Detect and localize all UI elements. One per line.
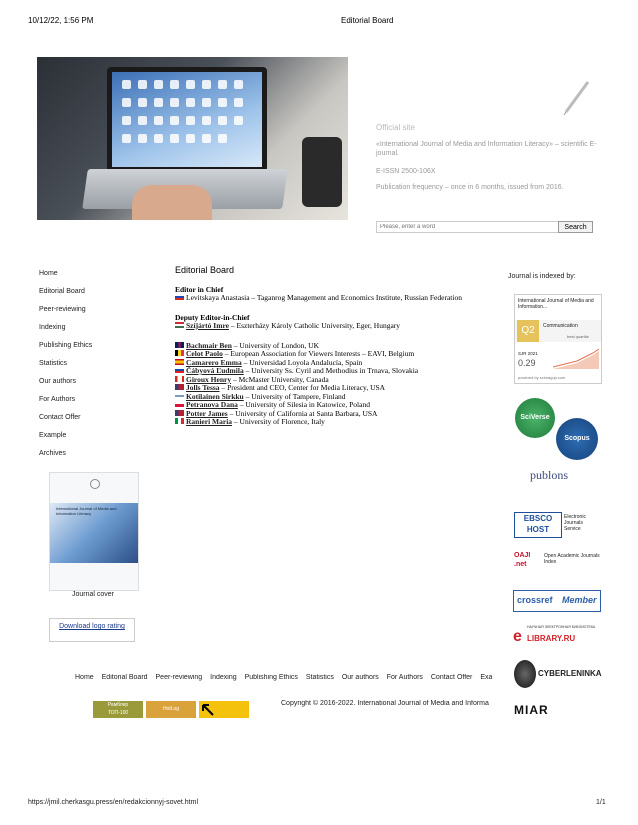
main-content [175,266,495,427]
chief-heading: Editor in Chief [175,284,224,294]
sidebar-nav [39,268,149,466]
footer-nav-our-authors[interactable]: Our authors [341,674,379,681]
ebsco-logo[interactable] [514,512,600,538]
elibrary-mark: LIBRARY.RU [527,634,576,643]
footer-nav-editorial-board[interactable]: Editorial Board [101,674,148,681]
counter-line1: Рамблер [107,702,129,708]
indexed-by-heading: Journal is indexed by: [508,273,576,280]
footer-nav-contact-offer[interactable]: Contact Offer [430,674,473,681]
oaji-mark: OAJI .net [514,552,531,568]
print-title: Editorial Board [341,16,394,25]
pen-icon [562,80,590,116]
deputy-member [175,322,495,331]
nav-item-example[interactable]: Example [39,432,67,439]
download-logo-rating-link[interactable]: Download logo rating [49,618,135,642]
cyberleninka-mark: CYBERLENINKA [538,669,602,678]
university-seal-icon [90,479,100,489]
flag-canada-icon [175,376,184,382]
footer-nav-indexing[interactable]: Indexing [210,674,237,681]
nav-item-for-authors[interactable]: For Authors [39,396,76,403]
member-name-link[interactable]: Čábyová Ľudmila [186,366,244,375]
official-site-heading: Official site [376,123,415,132]
member-affiliation: – McMaster University, Canada [231,374,329,384]
footer-nav-for-authors[interactable]: For Authors [386,674,423,681]
nav-item-archives[interactable]: Archives [39,450,66,457]
member-affiliation: – University of Tampere, Finland [243,391,346,401]
crossref-mark: crossref [517,595,553,605]
print-url: https://jmil.cherkasgu.press/en/redakcionnyj-sovet.html [28,799,199,806]
ebsco-mark: EBSCO HOST [514,512,562,538]
deputy-section [175,314,495,331]
site-issn: E-ISSN 2500-106X [376,168,436,175]
members-list [175,342,495,427]
site-description: «International Journal of Media and Information Literacy» – scientific E-journal. [376,141,597,157]
list-item [175,418,495,427]
chief-member [175,294,495,303]
cyberleninka-portrait-icon [514,660,536,688]
crossref-member-text: Member [562,595,597,605]
member-affiliation: – University Ss. Cyril and Methodius in Trnava, Slovakia [243,366,419,375]
flag-poland-icon [175,401,184,407]
oaji-logo[interactable] [514,551,600,573]
nav-item-statistics[interactable]: Statistics [39,360,68,367]
member-affiliation: – Taganrog Management and Economics Institute, Russian Federation [249,293,462,302]
print-page-number: 1/1 [596,799,606,806]
journal-cover-label: Journal cover [71,591,115,598]
member-name-link[interactable]: Celot Paolo [186,349,223,358]
deputy-heading: Deputy Editor-in-Chief [175,312,250,322]
ebsco-text: Electronic Journals Service [564,514,586,532]
laptop-screen [107,67,267,172]
flag-uk-icon [175,342,184,348]
nav-item-peer-reviewing[interactable]: Peer-reviewing [39,306,86,313]
rambler-counter[interactable] [93,701,143,718]
chief-section [175,286,495,303]
footer-nav [75,674,505,686]
member-name-link[interactable]: Jolls Tessa [186,383,220,392]
nav-item-publishing-ethics[interactable]: Publishing Ethics [39,342,93,349]
member-name-link[interactable]: Bachmair Ben [186,340,232,350]
footer-nav-example[interactable]: Exa [480,674,493,681]
flag-finland-icon [175,393,184,399]
scimago-badge[interactable] [514,294,602,384]
counter-line2: ТОП-100 [107,710,129,716]
elibrary-logo[interactable] [513,625,599,647]
arrow-counter[interactable] [199,701,249,718]
crossref-member-logo[interactable] [513,590,601,612]
member-name-link[interactable]: Potter James [186,408,228,418]
member-name-link[interactable]: Kotilainen Sirkku [186,391,244,401]
member-name-link[interactable]: Giroux Henry [186,374,232,384]
flag-italy-icon [175,418,184,424]
member-affiliation: – University of Silesia in Katowice, Poland [237,400,370,409]
hotlog-counter[interactable] [146,701,196,718]
hero-laptop-image [37,57,348,220]
footer-nav-peer-reviewing[interactable]: Peer-reviewing [155,674,203,681]
site-frequency: Publication frequency – once in 6 months, issued from 2016. [376,184,564,191]
publons-logo[interactable]: publons [530,468,569,482]
member-affiliation: – University of Florence, Italy [232,417,325,426]
scimago-powered: powered by scimagojr.com [518,375,566,380]
scimago-title: International Journal of Media and Information... [518,298,594,310]
journal-cover-image[interactable] [49,472,139,591]
scimago-quartile-row [515,320,601,342]
quartile-box: Q2 [517,320,539,342]
sjr-label: SJR 2021 [518,351,538,356]
member-name-link[interactable]: Ranieri Maria [186,417,233,426]
member-name-link[interactable]: Camarero Emma [186,357,242,367]
flag-hungary-icon [175,322,184,328]
nav-item-contact-offer[interactable]: Contact Offer [39,414,81,421]
page-title: Editorial Board [175,265,235,275]
scopus-logo[interactable]: Scopus [556,418,598,460]
search-input[interactable] [376,221,562,233]
member-name-link[interactable]: Levitskaya Anastasia [186,293,250,302]
footer-nav-publishing-ethics[interactable]: Publishing Ethics [244,674,298,681]
nav-item-our-authors[interactable]: Our authors [39,378,76,385]
elibrary-e-icon: e [513,628,522,645]
cyberleninka-logo[interactable] [514,660,600,688]
hands [132,185,212,220]
nav-item-home[interactable]: Home [39,270,58,277]
member-affiliation: – University of London, UK [231,340,319,350]
member-affiliation: – Universidad Loyola Andalucía, Spain [241,357,363,367]
elibrary-top-text: НАУЧНАЯ ЭЛЕКТРОННАЯ БИБЛИОТЕКА [527,625,596,629]
flag-usa-icon [175,410,184,416]
copyright-text: Copyright © 2016-2022. International Journal of Media and Informa [281,700,489,707]
flag-belgium-icon [175,350,184,356]
member-affiliation: – European Association for Viewers Interests – EAVI, Belgium [222,349,415,358]
cover-title: International Journal of Media and Information Literacy [56,506,117,516]
member-name-link[interactable]: Petranova Dana [186,400,238,409]
sjr-trend-sparkline [553,347,599,369]
member-affiliation: – President and CEO, Center for Media Literacy, USA [219,383,386,392]
flag-russia-icon [175,294,184,300]
member-name-link[interactable]: Szíjártó Imre [186,321,229,330]
oaji-text: Open Academic Journals Index [544,553,600,565]
miar-logo[interactable]: MIAR [514,703,549,717]
print-datetime: 10/12/22, 1:56 PM [28,16,94,25]
search-button[interactable]: Search [558,221,593,233]
scimago-sub: best quartile [567,334,589,339]
sciverse-logo[interactable]: SciVerse [515,398,555,438]
nav-item-indexing[interactable]: Indexing [39,324,66,331]
flag-usa-icon [175,384,184,390]
footer-nav-home[interactable]: Home [75,674,94,681]
nav-item-editorial-board[interactable]: Editorial Board [39,288,85,295]
mug [302,137,342,207]
flag-spain-icon [175,359,184,365]
arrow-icon [201,703,215,717]
counter-line1: HotLog [162,706,180,712]
footer-nav-statistics[interactable]: Statistics [305,674,334,681]
scimago-category: Communication [543,323,578,329]
sjr-value: 0.29 [518,358,536,368]
flag-slovakia-icon [175,367,184,373]
member-affiliation: – Eszterházy Károly Catholic University, Eger, Hungary [228,321,401,330]
member-affiliation: – University of California at Santa Barbara, USA [227,408,378,418]
